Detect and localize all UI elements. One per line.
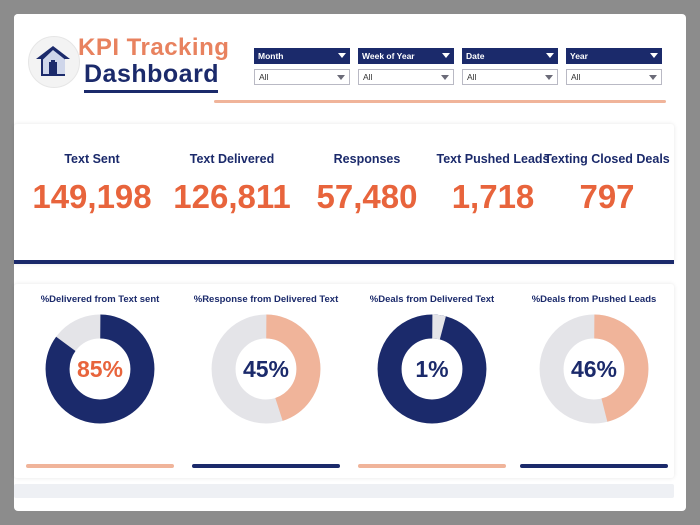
kpi-responses [302,152,432,216]
kpi-card-panel [14,124,674,264]
slicer-year-title: Year [570,51,588,61]
slicer-month-title: Month [258,51,284,61]
donut-3-value: 1% [415,355,449,382]
kpi-text-sent-value: 149,198 [32,178,152,215]
kpi-text-sent-label: Text Sent [64,152,120,166]
chevron-down-icon[interactable] [441,75,449,80]
donut-response-from-delivered-text [186,294,346,470]
slicer-month-header[interactable] [254,48,350,64]
slicer-year-dropdown[interactable] [566,69,662,85]
logo-line2: Dashboard [84,60,220,88]
slicer-week-header[interactable] [358,48,454,64]
house-icon [34,42,72,80]
slicer-week-dropdown[interactable] [358,69,454,85]
donut-panel [14,284,674,478]
slicer-week-value: All [363,72,373,82]
chevron-down-icon[interactable] [545,75,553,80]
kpi-texting-closed-deals-label: Texting Closed Deals [544,152,670,166]
kpi-text-pushed-leads [426,152,560,216]
slicer-month-dropdown[interactable] [254,69,350,85]
kpi-texting-closed-deals [542,152,672,216]
chevron-down-icon[interactable] [649,75,657,80]
donut-3-title: %Deals from Delivered Text [369,294,495,305]
kpi-text-sent [22,152,162,216]
header-bar [14,14,674,112]
slicer-year-value: All [571,72,581,82]
kpi-responses-label: Responses [333,152,401,166]
logo [22,30,230,98]
kpi-responses-value: 57,480 [316,178,418,215]
slicer-date-title: Date [466,51,485,61]
slicer-year-header[interactable] [566,48,662,64]
donut-2-underline [192,464,340,468]
slicer-month[interactable] [254,48,350,85]
donut-4-chart [538,313,650,425]
donut-4-title: %Deals from Pushed Leads [531,294,657,305]
donut-deals-from-pushed-leads [514,294,674,470]
chevron-down-icon[interactable] [338,53,346,58]
donut-4-underline [520,464,668,468]
kpi-text-delivered [162,152,302,216]
donut-3-underline [358,464,506,468]
donut-1-chart [44,313,156,425]
slicer-date-value: All [467,72,477,82]
chevron-down-icon[interactable] [442,53,450,58]
donut-1-title: %Delivered from Text sent [40,294,160,305]
kpi-text-pushed-leads-value: 1,718 [451,178,535,215]
chevron-down-icon[interactable] [546,53,554,58]
donut-3-chart [376,313,488,425]
kpi-text-pushed-leads-label: Text Pushed Leads [436,152,550,166]
chevron-down-icon[interactable] [650,53,658,58]
donut-delivered-from-text-sent [20,294,180,470]
logo-line1: KPI Tracking [78,34,230,61]
kpi-texting-closed-deals-value: 797 [579,178,635,215]
donut-deals-from-delivered-text [352,294,512,470]
canvas-bottom-strip [14,484,674,498]
donut-2-title: %Response from Delivered Text [193,294,339,305]
header-divider [214,100,666,103]
donut-1-underline [26,464,174,468]
donut-2-chart [210,313,322,425]
slicer-month-value: All [259,72,269,82]
kpi-card-divider [14,260,674,264]
kpi-text-delivered-value: 126,811 [173,178,291,215]
donut-1-value: 85% [76,355,124,382]
donut-4-value: 46% [570,355,618,382]
kpi-text-delivered-label: Text Delivered [189,152,275,166]
slicer-year[interactable] [566,48,662,85]
slicer-date[interactable] [462,48,558,85]
slicer-week-title: Week of Year [362,51,415,61]
slicer-date-header[interactable] [462,48,558,64]
logo-underline [84,90,218,93]
chevron-down-icon[interactable] [337,75,345,80]
slicer-date-dropdown[interactable] [462,69,558,85]
donut-2-value: 45% [242,355,290,382]
slicer-week-of-year[interactable] [358,48,454,85]
